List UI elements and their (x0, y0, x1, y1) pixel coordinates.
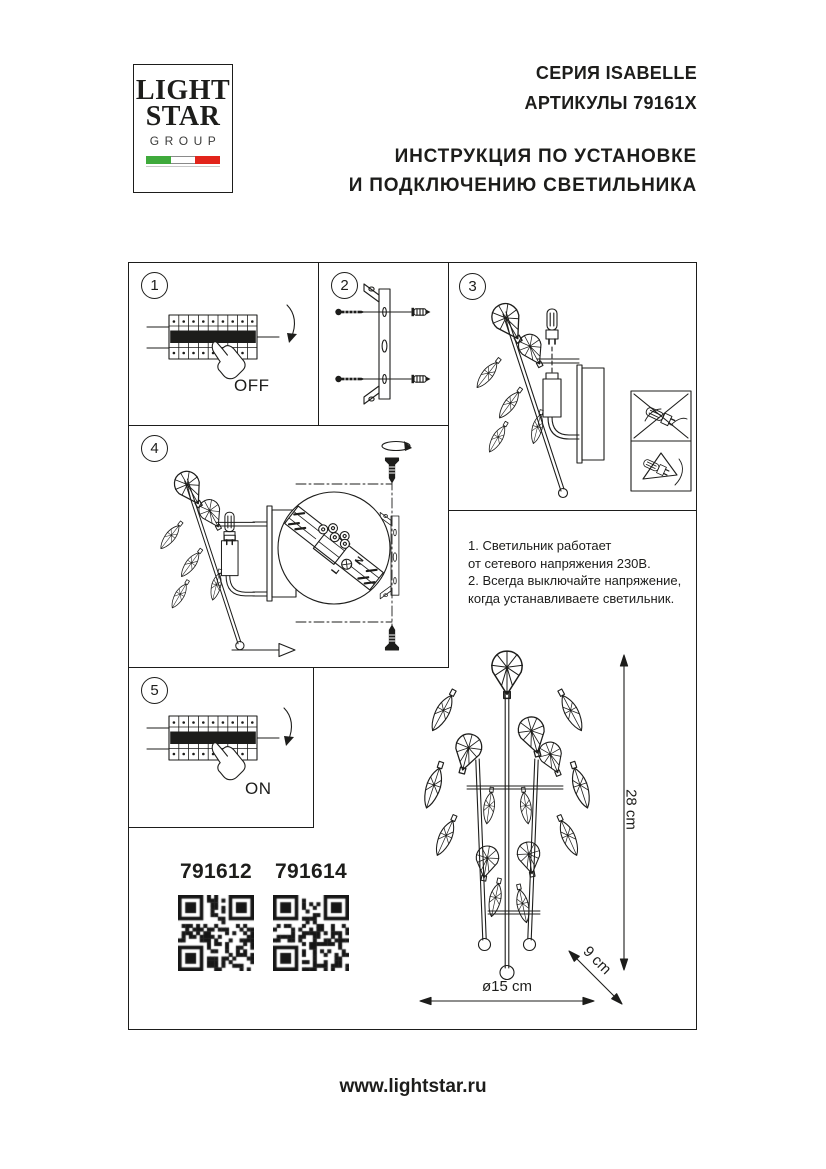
diameter-dimension-label: ø15 cm (481, 978, 532, 995)
terminal-n-label: N (353, 554, 367, 568)
note-line: от сетевого напряжения 230В. (468, 555, 651, 571)
depth-dimension-label: 9 cm (579, 942, 615, 979)
safety-notes (468, 537, 698, 607)
note-line: 2. Всегда выключайте напряжение, (468, 573, 682, 588)
instruction-title-line2: И ПОДКЛЮЧЕНИЮ СВЕТИЛЬНИКА (348, 175, 697, 196)
article-number: 791614 (275, 860, 347, 883)
step-number-2: 2 (331, 272, 358, 299)
header (349, 58, 697, 200)
wiring-diagram (129, 426, 447, 666)
articles-title: АРТИКУЛЫ 79161X (524, 93, 697, 113)
article-number: 791612 (180, 860, 252, 883)
step-number-5: 5 (141, 677, 168, 704)
use-cloth-icon (631, 441, 691, 491)
italian-flag-bar (146, 156, 220, 164)
step-2-panel (319, 263, 449, 426)
lightstar-logo (133, 64, 233, 193)
logo-word-star: STAR (145, 101, 221, 132)
website-url: www.lightstar.ru (339, 1076, 487, 1097)
qr-code (273, 895, 349, 971)
terminal-l-label: L (329, 565, 342, 577)
flag-green (146, 156, 171, 164)
product-qr-block (273, 860, 349, 971)
instruction-title-line1: ИНСТРУКЦИЯ ПО УСТАНОВКЕ (394, 146, 697, 167)
series-title: СЕРИЯ ISABELLE (535, 63, 697, 83)
step-1-panel (129, 263, 319, 426)
flag-underline (146, 166, 220, 167)
step-3-panel (449, 263, 696, 511)
bulb-install-diagram (449, 263, 696, 509)
step-number-3: 3 (459, 273, 486, 300)
logo-word-group: GROUP (149, 134, 222, 148)
qr-code (178, 895, 254, 971)
off-label: OFF (234, 376, 270, 395)
flag-white (171, 156, 196, 164)
note-line: когда устанавливаете светильник. (468, 590, 675, 606)
flag-red (195, 156, 220, 164)
note-line: 1. Светильник работает (468, 538, 612, 553)
product-qr-block (178, 860, 254, 971)
step-5-panel (129, 668, 314, 828)
logo-word-light: LIGHT (135, 75, 231, 106)
height-dimension-label: 28 cm (622, 789, 640, 830)
on-label: ON (245, 779, 272, 798)
step-4-panel (129, 426, 449, 668)
step-number-1: 1 (141, 272, 168, 299)
warning-no-bare-hands-icon (631, 391, 691, 441)
diagram-frame (128, 262, 697, 1030)
step-number-4: 4 (141, 435, 168, 462)
